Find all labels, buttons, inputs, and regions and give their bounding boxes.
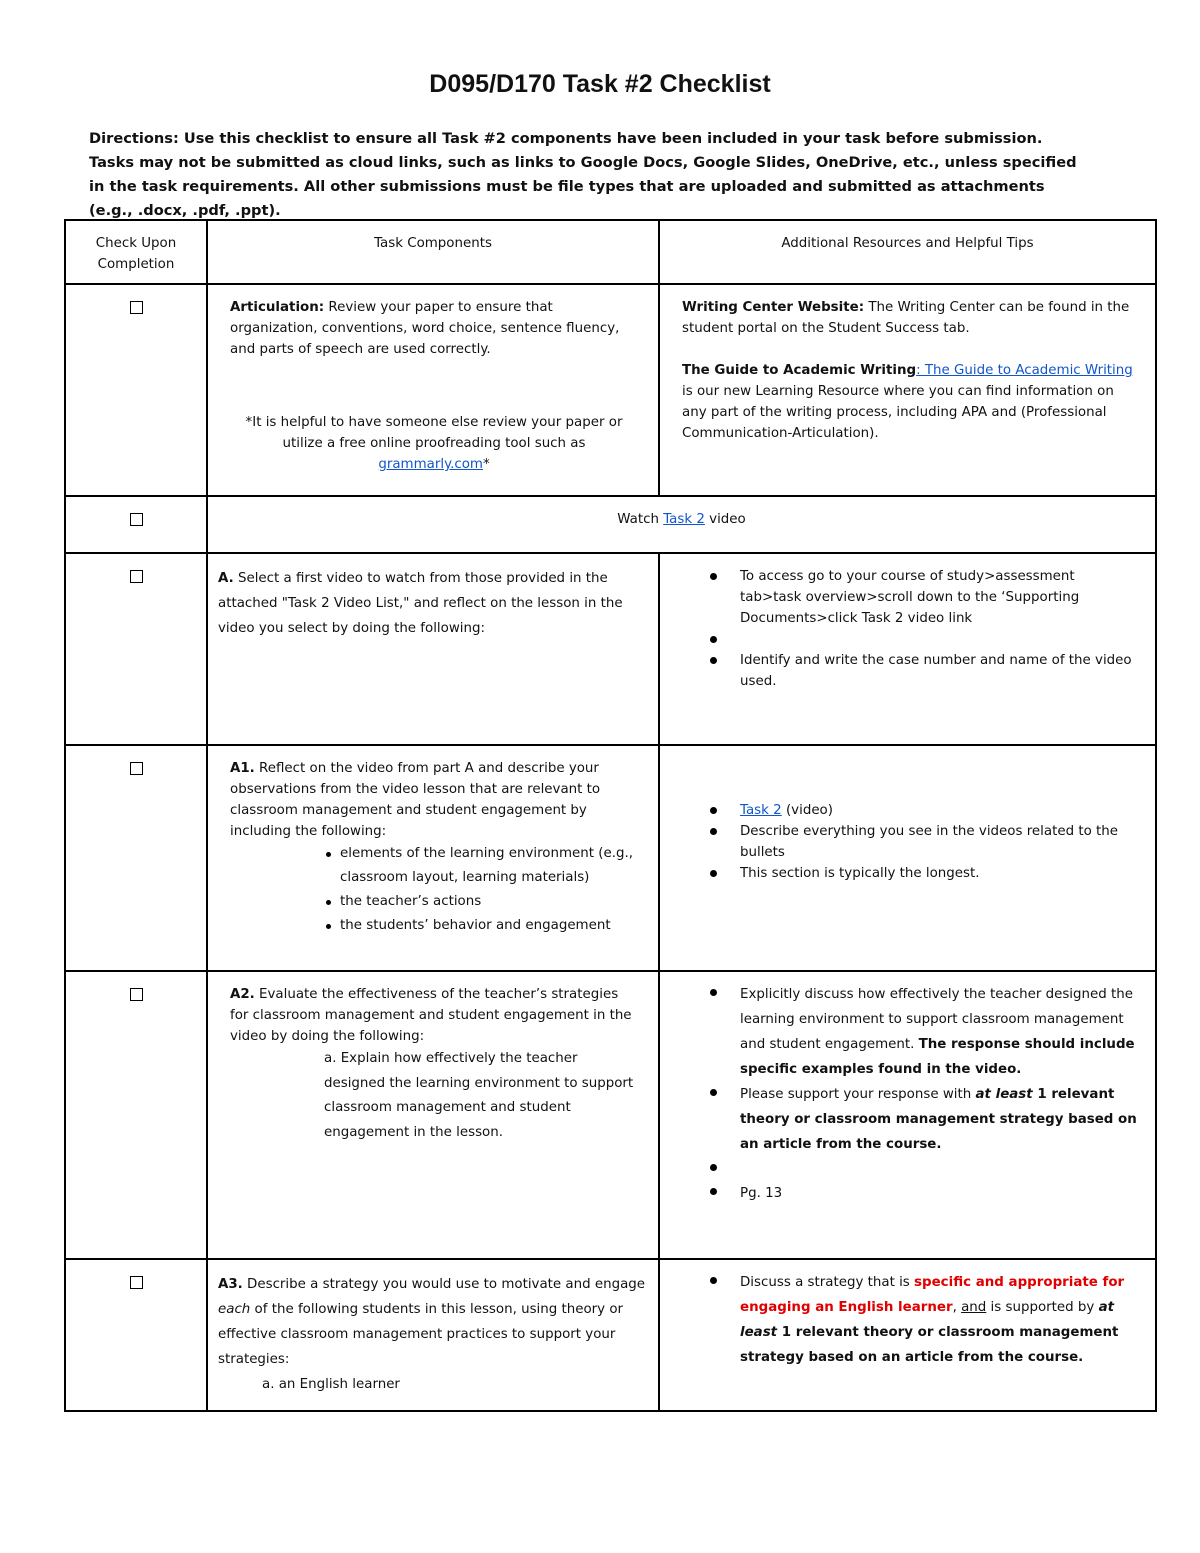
a2-sub-item: a. Explain how effectively the teacher designed the learning environment to support classroom management and student engagement in the lesson. bbox=[324, 1051, 634, 1140]
a3-text2: of the following students in this lesson, using theory or effective classroom management practices to support your strategies: bbox=[218, 1302, 624, 1367]
a-text: Select a first video to watch from those provided in the attached "Task 2 Video List," and reflect on the lesson in the video you select by doing the following: bbox=[218, 571, 623, 636]
a1-bullet-longest: This section is typically the longest. bbox=[696, 863, 1135, 884]
checkbox-a[interactable] bbox=[130, 570, 143, 583]
a2-b1-bold: The response should include specific examples found in the video. bbox=[740, 1037, 1135, 1077]
watch-prefix: Watch bbox=[617, 512, 664, 527]
header-components: Task Components bbox=[374, 236, 492, 251]
articulation-label: Articulation: bbox=[230, 300, 325, 315]
header-check-line2: Completion bbox=[97, 257, 175, 272]
task2-video-link[interactable]: Task 2 bbox=[663, 512, 705, 527]
checkbox-a1[interactable] bbox=[130, 762, 143, 775]
a1-task2-link[interactable]: Task 2 bbox=[740, 803, 782, 818]
resource-cell bbox=[659, 553, 1156, 745]
component-cell bbox=[207, 745, 659, 971]
a2-b2-em: at least bbox=[975, 1087, 1033, 1102]
a1-item-students: the students’ behavior and engagement bbox=[326, 914, 638, 938]
table-row-a1 bbox=[65, 745, 1156, 971]
a1-text: Reflect on the video from part A and describe your observations from the video lesson that are relevant to classroom management and student engagement by including the following: bbox=[230, 761, 601, 839]
a2-label: A2. bbox=[230, 987, 255, 1002]
checkbox-watch-video[interactable] bbox=[130, 513, 143, 526]
a3-b-and: and bbox=[961, 1300, 987, 1315]
a2-b2-text: Please support your response with bbox=[740, 1087, 976, 1102]
header-resources-cell bbox=[659, 220, 1156, 284]
a2-bullet-support bbox=[696, 1082, 1143, 1157]
resource-cell bbox=[659, 745, 1156, 971]
checkbox-cell bbox=[65, 971, 207, 1259]
a3-b-comma: , bbox=[952, 1300, 962, 1315]
directions-text: Directions: Use this checklist to ensure all Task #2 components have been included in your task before submission. Tasks may not be submitted as cloud links, such as links to Google Docs, Google Slides, OneDrive, etc., unless specified in the task requirements. All other submissions must be file types that are uploaded and submitted as attachments (e.g., .docx, .pdf, .ppt). bbox=[89, 130, 1077, 219]
header-resources: Additional Resources and Helpful Tips bbox=[781, 236, 1034, 251]
a3-bullet-strategy bbox=[696, 1270, 1143, 1370]
checklist-table bbox=[64, 219, 1157, 1412]
a2-text: Evaluate the effectiveness of the teacher’s strategies for classroom management and student engagement in the video by doing the following: bbox=[230, 987, 632, 1044]
table-row-a3 bbox=[65, 1259, 1156, 1411]
checkbox-articulation[interactable] bbox=[130, 301, 143, 314]
a3-b-text2: is supported by bbox=[986, 1300, 1099, 1315]
proofread-tip-end: * bbox=[482, 457, 490, 472]
checkbox-cell bbox=[65, 1259, 207, 1411]
checkbox-cell bbox=[65, 745, 207, 971]
a3-b-bold: 1 relevant theory or classroom management strategy based on an article from the course. bbox=[740, 1325, 1119, 1365]
component-cell bbox=[207, 553, 659, 745]
a3-label: A3. bbox=[218, 1277, 243, 1292]
guide-text: is our new Learning Resource where you can find information on any part of the writing process, including APA and (Professional Communication-Articulation). bbox=[682, 384, 1114, 441]
a3-sub-item: a. an English learner bbox=[262, 1377, 400, 1392]
component-cell bbox=[207, 284, 659, 496]
a2-bullet-page: Pg. 13 bbox=[696, 1181, 1143, 1206]
writing-center-text: The Writing Center can be found in the student portal on the Student Success tab. bbox=[682, 300, 1130, 336]
checkbox-cell bbox=[65, 284, 207, 496]
a1-label: A1. bbox=[230, 761, 255, 776]
writing-center-label: Writing Center Website: bbox=[682, 300, 865, 315]
a3-text-em: each bbox=[218, 1302, 251, 1317]
component-cell bbox=[207, 971, 659, 1259]
guide-label: The Guide to Academic Writing bbox=[682, 363, 917, 378]
checkbox-a3[interactable] bbox=[130, 1276, 143, 1289]
checkbox-a2[interactable] bbox=[130, 988, 143, 1001]
grammarly-link[interactable]: grammarly.com bbox=[378, 457, 483, 472]
a3-b-red: specific and appropriate for engaging an English learner bbox=[740, 1275, 1125, 1315]
resource-cell bbox=[659, 284, 1156, 496]
a-bullet-access: To access go to your course of study>assessment tab>task overview>scroll down to the ‘Supporting Documents>click Task 2 video link bbox=[696, 566, 1135, 629]
a-label: A. bbox=[218, 571, 234, 586]
articulation-text: Review your paper to ensure that organization, conventions, word choice, sentence fluency, and parts of speech are used correctly. bbox=[230, 300, 620, 357]
a-bullet-identify: Identify and write the case number and name of the video used. bbox=[696, 650, 1135, 692]
spacer bbox=[696, 629, 1135, 650]
watch-video-cell bbox=[207, 496, 1156, 553]
header-check-line1: Check Upon bbox=[95, 236, 177, 251]
checkbox-cell bbox=[65, 553, 207, 745]
component-cell bbox=[207, 1259, 659, 1411]
a2-b1-text: Explicitly discuss how effectively the teacher designed the learning environment to support classroom management and student engagement. bbox=[740, 987, 1133, 1052]
proofread-tip: *It is helpful to have someone else review your paper or utilize a free online proofreading tool such as bbox=[245, 415, 623, 451]
a1-bullet-describe: Describe everything you see in the videos related to the bullets bbox=[696, 821, 1135, 863]
a1-bullet-video bbox=[696, 800, 1135, 821]
table-header-row bbox=[65, 220, 1156, 284]
a1-item-environment: elements of the learning environment (e.g., classroom layout, learning materials) bbox=[326, 842, 638, 890]
a2-b2-bold: 1 relevant theory or classroom management strategy based on an article from the course. bbox=[740, 1087, 1137, 1152]
table-row-articulation bbox=[65, 284, 1156, 496]
table-row-watch-video bbox=[65, 496, 1156, 553]
spacer bbox=[696, 1157, 1143, 1181]
watch-suffix: video bbox=[704, 512, 746, 527]
a1-item-teacher: the teacher’s actions bbox=[326, 890, 638, 914]
a2-bullet-explicit bbox=[696, 982, 1143, 1082]
checkbox-cell bbox=[65, 496, 207, 553]
resource-cell bbox=[659, 971, 1156, 1259]
header-components-cell bbox=[207, 220, 659, 284]
table-row-a bbox=[65, 553, 1156, 745]
guide-link[interactable]: : The Guide to Academic Writing bbox=[916, 363, 1133, 378]
resource-cell bbox=[659, 1259, 1156, 1411]
a1-video-text: (video) bbox=[781, 803, 833, 818]
table-row-a2 bbox=[65, 971, 1156, 1259]
page-title: D095/D170 Task #2 Checklist bbox=[429, 70, 771, 98]
header-check-cell bbox=[65, 220, 207, 284]
a3-b-em: at least bbox=[740, 1300, 1115, 1340]
a3-b-text1: Discuss a strategy that is bbox=[740, 1275, 915, 1290]
a3-text1: Describe a strategy you would use to motivate and engage bbox=[242, 1277, 646, 1292]
